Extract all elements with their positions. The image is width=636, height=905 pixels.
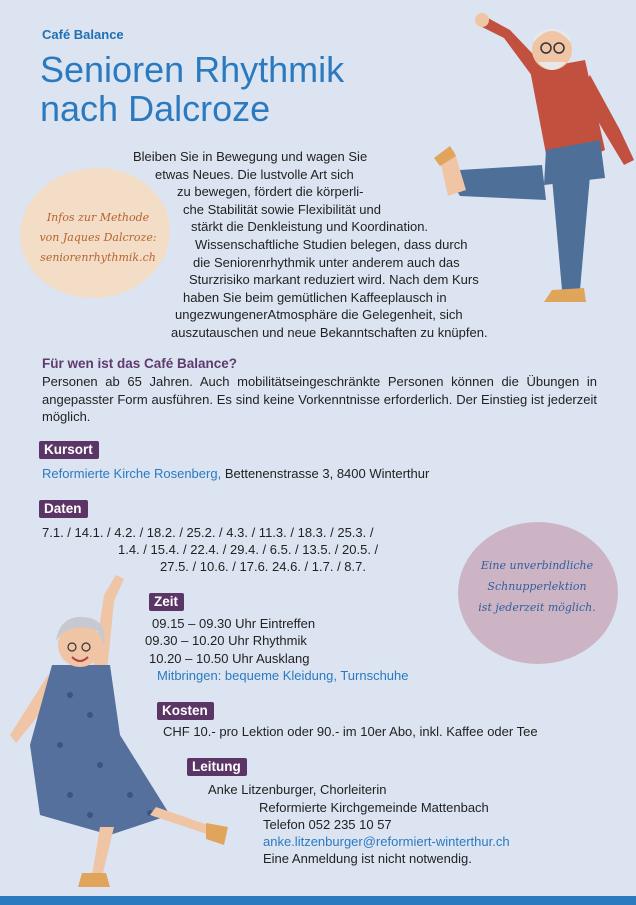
intro-line: che Stabilität sowie Flexibilität und bbox=[183, 201, 381, 217]
method-info-bubble bbox=[28, 208, 168, 268]
leader-organization: Reformierte Kirchgemeinde Mattenbach bbox=[259, 800, 489, 815]
intro-line: auszutauschen und neue Bekanntschaften zu knüpfen. bbox=[171, 324, 488, 340]
kursort-tag bbox=[39, 441, 99, 459]
intro-line: Sturzrisiko markant reduziert wird. Nach dem Kurs bbox=[189, 272, 479, 288]
daten-tag bbox=[39, 500, 88, 518]
trial-lesson-bubble bbox=[462, 555, 612, 618]
intro-line: haben Sie beim gemütlichen Kaffeeplausch in bbox=[183, 289, 447, 305]
kosten-label: Kosten bbox=[157, 702, 214, 720]
brand-label: Café Balance bbox=[42, 27, 124, 42]
intro-line: stärkt die Denkleistung und Koordination. bbox=[191, 219, 429, 235]
bubble-line: von Jaques Dalcroze: bbox=[39, 231, 157, 244]
zeit-tag bbox=[149, 593, 184, 611]
intro-line: die Seniorenrhythmik unter anderem auch das bbox=[193, 254, 460, 270]
leader-name: Anke Litzenburger, Chorleiterin bbox=[208, 782, 387, 797]
kursort-address: Bettenenstrasse 3, 8400 Winterthur bbox=[221, 466, 430, 481]
intro-paragraph bbox=[133, 148, 488, 342]
intro-line: etwas Neues. Die lustvolle Art sich bbox=[155, 166, 354, 182]
target-heading: Für wen ist das Café Balance? bbox=[42, 356, 238, 371]
page-title bbox=[40, 50, 460, 128]
intro-line: Wissenschaftliche Studien belegen, dass durch bbox=[195, 236, 468, 252]
time-line-3: 10.20 – 10.50 Uhr Ausklang bbox=[149, 651, 310, 666]
intro-line: ungezwungenerAtmosphäre die Gelegenheit, sich bbox=[175, 307, 463, 323]
bubble-line: Infos zur Methode bbox=[46, 211, 150, 224]
leader-email-link[interactable]: anke.litzenburger@reformiert-winterthur.ch bbox=[263, 834, 510, 849]
dates-line-1: 7.1. / 14.1. / 4.2. / 18.2. / 25.2. / 4.3. / 11.3. / 18.3. / 25.3. / bbox=[42, 525, 374, 540]
kursort-line bbox=[42, 466, 429, 481]
time-line-2: 09.30 – 10.20 Uhr Rhythmik bbox=[145, 633, 307, 648]
bubble-line: ist jederzeit möglich. bbox=[478, 601, 596, 614]
bubble-line: Schnupperlektion bbox=[487, 580, 587, 593]
dates-line-3: 27.5. / 10.6. / 17.6. 24.6. / 1.7. / 8.7. bbox=[160, 559, 366, 574]
costs-text: CHF 10.- pro Lektion oder 90.- im 10er Abo, inkl. Kaffee oder Tee bbox=[163, 724, 538, 739]
dates-line-2: 1.4. / 15.4. / 22.4. / 29.4. / 6.5. / 13.5. / 20.5. / bbox=[118, 542, 379, 557]
leader-phone[interactable]: Telefon 052 235 10 57 bbox=[263, 817, 392, 832]
intro-line: zu bewegen, fördert die körperli- bbox=[177, 184, 364, 200]
time-line-1: 09.15 – 09.30 Uhr Eintreffen bbox=[152, 616, 316, 631]
kursort-place: Reformierte Kirche Rosenberg, bbox=[42, 466, 222, 481]
intro-line: Bleiben Sie in Bewegung und wagen Sie bbox=[133, 149, 368, 164]
zeit-label: Zeit bbox=[149, 593, 184, 611]
leitung-label: Leitung bbox=[187, 758, 247, 776]
target-text: Personen ab 65 Jahren. Auch mobilitätseingeschränkte Personen können die Übungen in angepasster Form ausführen. Es sind keine Vorkenntnisse erforderlich. Der Einstieg ist jederzeit möglich. bbox=[42, 374, 597, 424]
title-line-1: Senioren Rhythmik bbox=[40, 49, 345, 90]
footer-bar bbox=[0, 896, 636, 905]
title-line-2: nach Dalcroze bbox=[40, 88, 271, 129]
bubble-link[interactable]: seniorenrhythmik.ch bbox=[40, 251, 156, 264]
daten-label: Daten bbox=[39, 500, 88, 518]
leitung-tag bbox=[187, 758, 247, 776]
kursort-label: Kursort bbox=[39, 441, 99, 459]
registration-note: Eine Anmeldung ist nicht notwendig. bbox=[263, 851, 472, 866]
kosten-tag bbox=[157, 702, 214, 720]
bring-along-text: Mitbringen: bequeme Kleidung, Turnschuhe bbox=[157, 668, 409, 683]
bubble-line: Eine unverbindliche bbox=[480, 559, 594, 572]
